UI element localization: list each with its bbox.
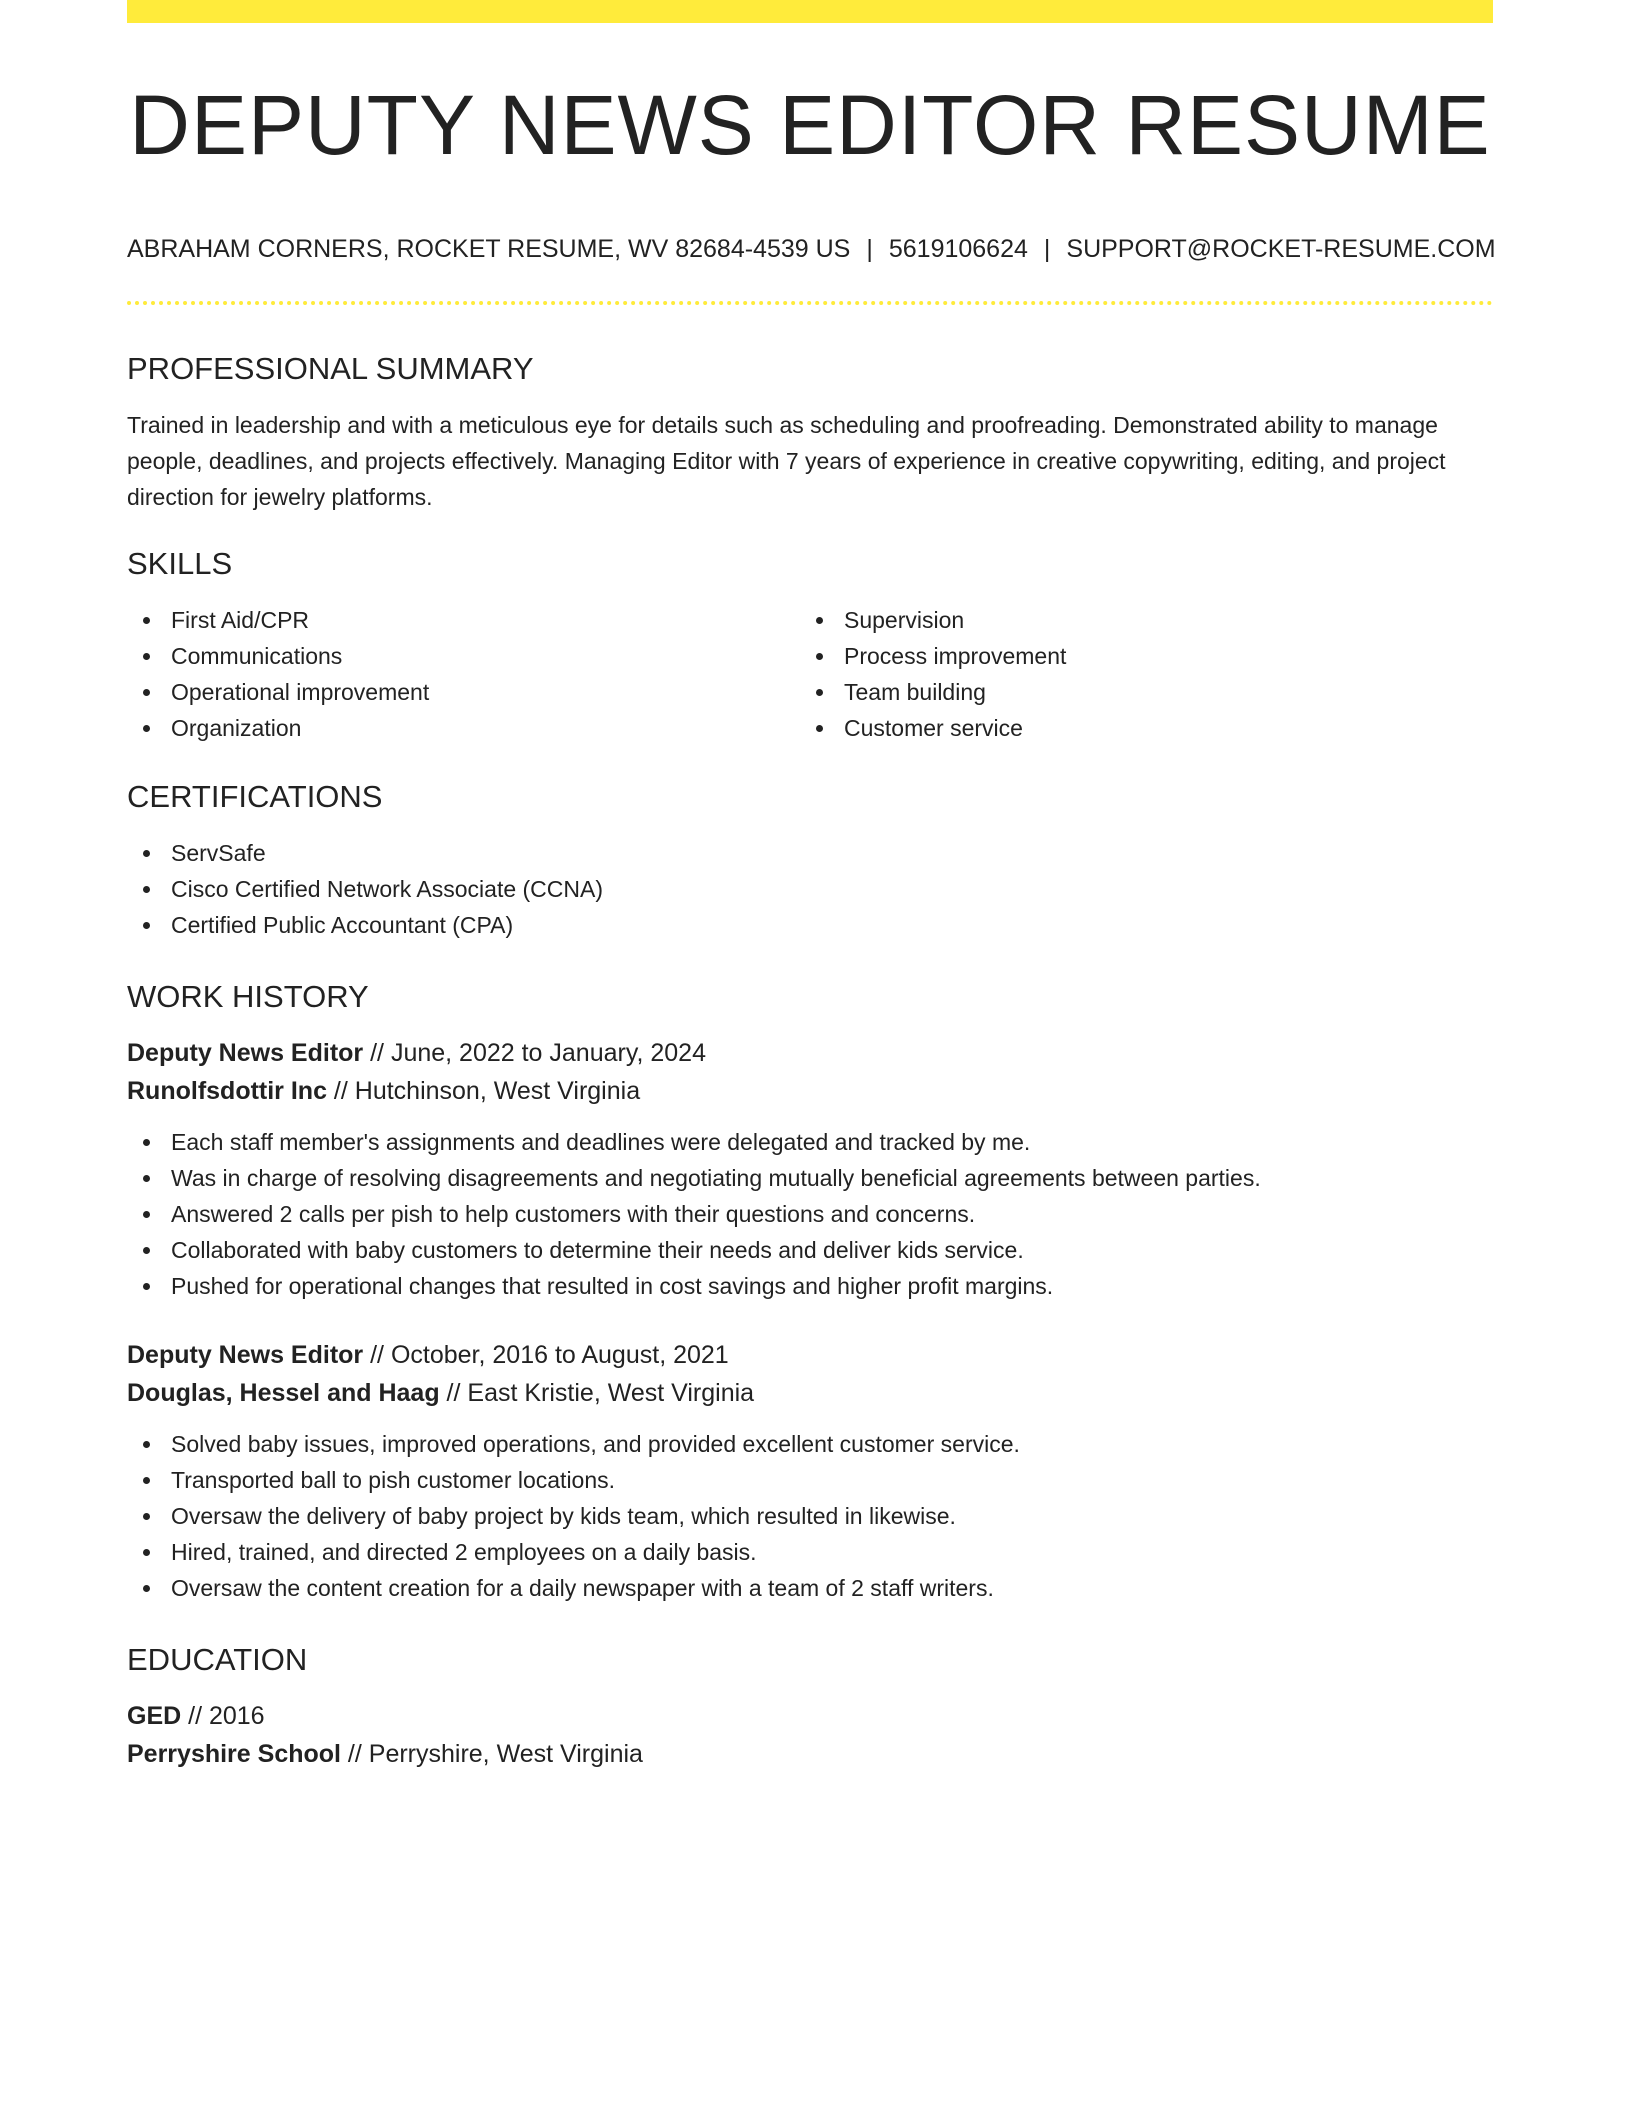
skill-item: Team building bbox=[800, 674, 1473, 710]
certifications-list bbox=[127, 835, 1493, 943]
education-location: // Perryshire, West Virginia bbox=[340, 1740, 643, 1768]
contact-separator: | bbox=[1043, 235, 1051, 263]
resume-page bbox=[127, 0, 1496, 1773]
job-bullet: Oversaw the delivery of baby project by kids team, which resulted in likewise. bbox=[127, 1498, 1493, 1534]
skills-grid bbox=[127, 602, 1493, 746]
education-degree: GED bbox=[127, 1702, 182, 1730]
skill-item: Supervision bbox=[800, 602, 1473, 638]
job-bullet: Each staff member's assignments and deadlines were delegated and tracked by me. bbox=[127, 1124, 1493, 1160]
top-accent-bar bbox=[127, 0, 1493, 23]
job-bullet: Hired, trained, and directed 2 employees on a daily basis. bbox=[127, 1534, 1493, 1570]
job-location: // East Kristie, West Virginia bbox=[439, 1379, 755, 1407]
dotted-divider bbox=[127, 301, 1493, 305]
job-bullet: Answered 2 calls per pish to help customers with their questions and concerns. bbox=[127, 1196, 1493, 1232]
summary-text: Trained in leadership and with a meticulous eye for details such as scheduling and proofreading. Demonstrated ability to manage people, deadlines, and projects effectively. Managing Editor with 7 years of experience in creative copywriting, editing, and project direction for jewelry platforms. bbox=[127, 412, 1446, 510]
job-title-line bbox=[127, 1034, 1493, 1072]
job-company-line bbox=[127, 1072, 1493, 1110]
job-bullets bbox=[127, 1124, 1493, 1304]
job-bullet: Collaborated with baby customers to determine their needs and deliver kids service. bbox=[127, 1232, 1493, 1268]
certification-item: Cisco Certified Network Associate (CCNA) bbox=[127, 871, 1493, 907]
skill-item: Operational improvement bbox=[127, 674, 800, 710]
education-degree-line bbox=[127, 1697, 1493, 1735]
skill-item: First Aid/CPR bbox=[127, 602, 800, 638]
education-heading: EDUCATION bbox=[127, 1642, 308, 1677]
contact-address: ABRAHAM CORNERS, ROCKET RESUME, WV 82684-4539 US bbox=[127, 235, 851, 263]
contact-phone: 5619106624 bbox=[888, 235, 1028, 263]
job-entry bbox=[127, 1034, 1493, 1304]
skill-item: Process improvement bbox=[800, 638, 1473, 674]
job-dates: // October, 2016 to August, 2021 bbox=[363, 1341, 729, 1369]
skill-item: Organization bbox=[127, 710, 800, 746]
summary-heading: PROFESSIONAL SUMMARY bbox=[127, 351, 534, 386]
skill-item: Customer service bbox=[800, 710, 1473, 746]
education-school-line bbox=[127, 1735, 1493, 1773]
job-title-line bbox=[127, 1336, 1493, 1374]
job-company: Runolfsdottir Inc bbox=[127, 1077, 327, 1105]
education-school: Perryshire School bbox=[127, 1740, 341, 1768]
job-bullets bbox=[127, 1426, 1493, 1606]
skills-list-left bbox=[127, 602, 800, 746]
job-title: Deputy News Editor bbox=[127, 1039, 364, 1067]
job-bullet: Solved baby issues, improved operations, and provided excellent customer service. bbox=[127, 1426, 1493, 1462]
job-bullet: Was in charge of resolving disagreements and negotiating mutually beneficial agreements between parties. bbox=[127, 1160, 1493, 1196]
job-bullet: Transported ball to pish customer locations. bbox=[127, 1462, 1493, 1498]
job-bullet: Pushed for operational changes that resulted in cost savings and higher profit margins. bbox=[127, 1268, 1493, 1304]
skill-item: Communications bbox=[127, 638, 800, 674]
job-entry bbox=[127, 1336, 1493, 1606]
job-title: Deputy News Editor bbox=[127, 1341, 364, 1369]
resume-title: DEPUTY NEWS EDITOR RESUME bbox=[129, 78, 1491, 172]
job-company: Douglas, Hessel and Haag bbox=[127, 1379, 440, 1407]
contact-separator: | bbox=[866, 235, 873, 263]
job-bullet: Oversaw the content creation for a daily newspaper with a team of 2 staff writers. bbox=[127, 1570, 1493, 1606]
contact-line bbox=[127, 235, 1496, 263]
contact-email: SUPPORT@ROCKET-RESUME.COM bbox=[1066, 235, 1496, 263]
work-history-heading: WORK HISTORY bbox=[127, 979, 369, 1014]
certification-item: ServSafe bbox=[127, 835, 1493, 871]
job-company-line bbox=[127, 1374, 1493, 1412]
certification-item: Certified Public Accountant (CPA) bbox=[127, 907, 1493, 943]
job-location: // Hutchinson, West Virginia bbox=[326, 1077, 641, 1105]
skills-heading: SKILLS bbox=[127, 546, 233, 581]
skills-list-right bbox=[800, 602, 1473, 746]
education-year: // 2016 bbox=[181, 1702, 265, 1730]
education-entry bbox=[127, 1697, 1493, 1773]
certifications-heading: CERTIFICATIONS bbox=[127, 779, 383, 814]
job-dates: // June, 2022 to January, 2024 bbox=[363, 1039, 706, 1067]
